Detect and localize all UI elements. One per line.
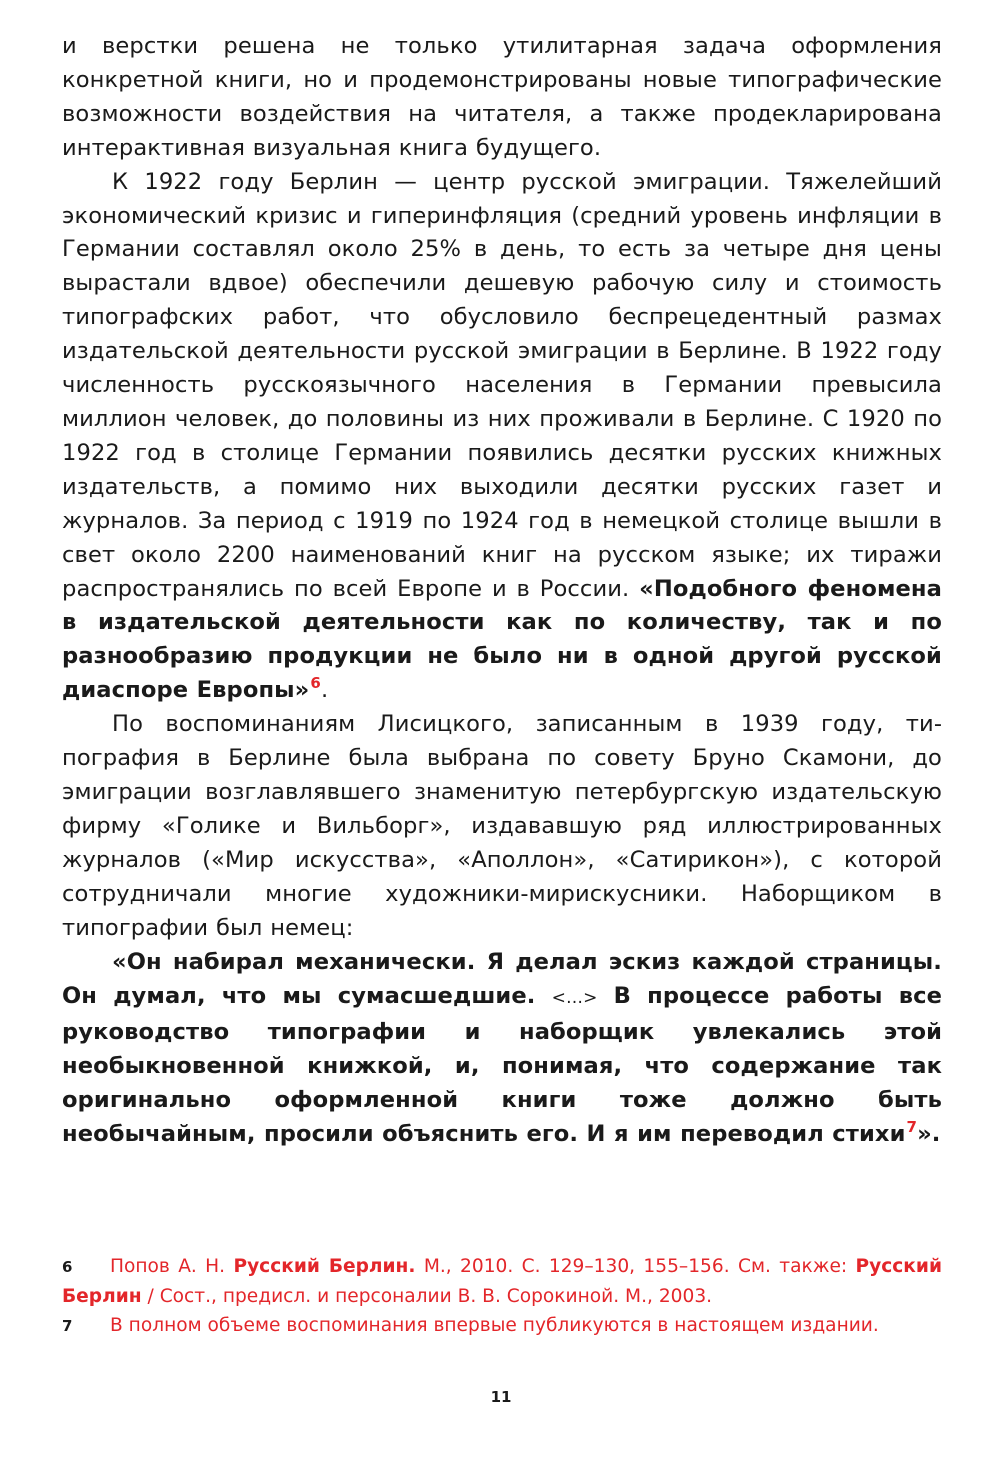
footnote-6-author: Попов А. Н. [110,1256,226,1277]
footnote-ref-6[interactable]: 6 [310,674,321,693]
paragraph-2-text: К 1922 году Берлин — центр русской эмиграции. Тяжелейший экономический кризис и гиперинфляция (средний уровень инфляции в Германии составлял около 25% в день, то есть за четыре дня цены вырастали вдвое) обеспечили дешевую рабочую силу и стоимость типографских работ, что обусловило беспрецедентный размах издательской деятельности русской эмиграции в Берлине. В 1922 году численность русскоязычного населения в Германии превысила миллион человек, до половины из них проживали в Берлине. С 1920 по 1922 год в столице Германии появились десятки русских книжных издательств, а помимо них выходили десятки русских газет и журналов. За период с 1919 по 1924 год в немецкой столице вышли в свет около 2200 наименований книг на русском языке; их тиражи распространялись по всей Европе и в России. [62,168,942,602]
block-quote [62,946,942,1151]
footnote-number: 6 [62,1258,73,1276]
footnote-6 [62,1252,942,1311]
paragraph-1: и верстки решена не только утилитарная задача оформления конкретной книги, но и продемонстрированы новые типографические возможности воздействия на читателя, а также продекларирована интерактивная визуальная книга будущего. [62,33,942,161]
footnote-6-details-2: / Сост., предисл. и персоналии В. В. Сорокиной. М., 2003. [147,1286,713,1307]
footnote-6-title: Русский Берлин. [233,1256,416,1277]
quote-ellipsis: <…> [551,988,598,1009]
page-body [62,30,942,1152]
quote-part-2: В процессе работы все руководство типографии и наборщик увлекались этой необыкновенной книжкой, и, понимая, что содержание так оригинально оформленной книги тоже должно быть необычайным, просили объяснить его. И я им переводил стихи [62,983,943,1147]
footnotes [62,1252,942,1341]
quote-end: ». [917,1121,941,1147]
main-text [62,30,942,1152]
footnote-number: 7 [62,1317,73,1335]
page-number: 11 [490,1388,512,1406]
footnote-7 [62,1311,942,1341]
quote-part-1: «Он набирал механически. Я делал эскиз каждой страницы. Он думал, что мы сумасшедшие. [62,949,942,1010]
footnote-6-title-2: Русский Берлин [62,1256,942,1307]
paragraph-2-citation: «Подобного феномена в издательской деятельности как по количеству, так и по разнообразию продукции не было ни в одной другой русской диаспоре Европы» [62,575,942,704]
paragraph-3: По воспоминаниям Лисицкого, записанным в 1939 году, типография в Берлине была выбрана по совету Бруно Скамони, до эмиграции возглавлявшего знаменитую петербургскую издательскую фирму «Голике и Вильборг», издававшую ряд иллюстрированных журналов («Мир искусства», «Аполлон», «Сатирикон»), с которой сотрудничали многие художники-мирискусники. Наборщиком в типографии был немец: [62,711,942,941]
footnote-7-text: В полном объеме воспоминания впервые публикуются в настоящем издании. [110,1315,879,1336]
paragraph-2: К 1922 году Берлин — центр русской эмиграции. Тяжелейший экономический кризис и гиперинфляция (средний уровень инфляции в Германии составлял около 25% в день, то есть за четыре дня цены вырастали вдвое) обеспечили дешевую рабочую силу и стоимость типографских работ, что обусловило беспрецедентный размах издательской деятельности русской эмиграции в Берлине. В 1922 году численность русскоязычного населения в Германии превысила миллион человек, до половины из них проживали в Берлине. С 1920 по 1922 год в столице Германии появились десятки русских книжных издательств, а помимо них выходили десятки русских газет и журналов. За период с 1919 по 1924 год в немецкой столице вышли в свет около 2200 наименований книг на русском языке; их тиражи распространялись по всей Европе и в России. «Подобного феномена в издательской деятельности как по количеству, так и по разнообразию продукции не было ни в одной другой русской диаспоре Европы»$^6$. [62,168,942,704]
footnote-6-details: М., 2010. С. 129–130, 155–156. См. также: [423,1256,848,1277]
footnote-ref-7[interactable]: 7 [906,1118,918,1136]
